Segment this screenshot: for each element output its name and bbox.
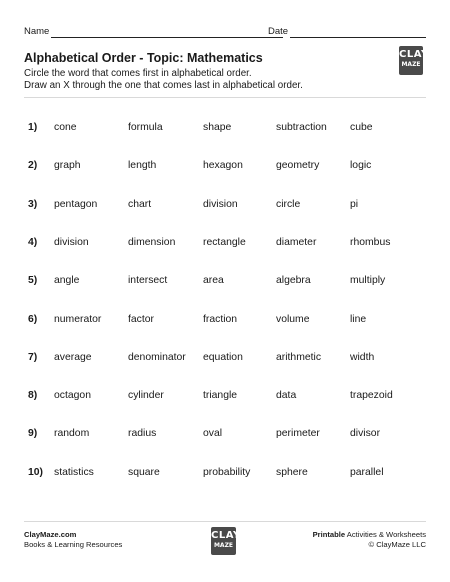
word-option: pentagon	[54, 198, 98, 210]
name-line	[51, 37, 283, 38]
footer-printable: Printable	[312, 530, 346, 539]
word-option: rectangle	[203, 236, 246, 248]
word-option: square	[128, 466, 160, 478]
question-number: 2)	[28, 160, 38, 172]
question-number: 10)	[28, 466, 44, 478]
word-option: geometry	[276, 160, 320, 172]
word-option: length	[128, 160, 157, 172]
date-label: Date	[268, 26, 289, 37]
word-option: probability	[203, 466, 251, 478]
worksheet-title: Alphabetical Order - Topic: Mathematics	[24, 51, 263, 65]
word-option: hexagon	[203, 160, 243, 172]
question-row	[0, 390, 450, 406]
footer-printable-line	[313, 530, 426, 540]
footer-tagline: Books & Learning Resources	[24, 540, 123, 549]
word-option: graph	[54, 160, 81, 172]
word-option: radius	[128, 428, 157, 440]
date-line	[290, 37, 426, 38]
question-row	[0, 352, 450, 368]
word-option: circle	[276, 198, 301, 210]
word-option: denominator	[128, 351, 186, 363]
footer-activities: Activities & Worksheets	[345, 530, 426, 539]
word-option: rhombus	[350, 236, 391, 248]
question-number: 7)	[28, 351, 38, 363]
word-option: formula	[128, 122, 163, 133]
question-number: 1)	[28, 122, 38, 133]
word-option: division	[54, 236, 89, 248]
footer-right	[313, 530, 426, 550]
question-row	[0, 237, 450, 253]
footer-logo-text-top: CLAY	[211, 530, 241, 541]
word-option: width	[350, 351, 375, 363]
word-option: data	[276, 390, 297, 402]
footer-site: ClayMaze.com	[24, 530, 77, 539]
word-option: division	[203, 198, 238, 210]
word-option: equation	[203, 351, 243, 363]
word-option: factor	[128, 313, 154, 325]
question-row	[0, 160, 450, 176]
logo-text-bottom: MAZE	[401, 61, 421, 68]
word-option: multiply	[350, 275, 386, 287]
word-option: sphere	[276, 466, 308, 478]
word-option: cone	[54, 122, 77, 133]
logo-text-top: CLAY	[399, 49, 429, 60]
instruction-first: Circle the word that comes first in alphabetical order.	[24, 68, 252, 79]
question-number: 3)	[28, 198, 38, 210]
question-row	[0, 199, 450, 215]
word-option: triangle	[203, 390, 238, 402]
question-row	[0, 275, 450, 291]
word-option: volume	[276, 313, 310, 325]
instruction-last: Draw an X through the one that comes last in alphabetical order.	[24, 80, 303, 91]
question-number: 8)	[28, 390, 38, 402]
footer-left	[24, 530, 122, 550]
word-option: cylinder	[128, 390, 164, 402]
word-option: logic	[350, 160, 372, 172]
word-option: diameter	[276, 236, 317, 248]
word-option: divisor	[350, 428, 381, 440]
word-option: random	[54, 428, 90, 440]
word-option: perimeter	[276, 428, 320, 440]
word-option: chart	[128, 198, 152, 210]
word-option: statistics	[54, 466, 94, 478]
word-option: cube	[350, 122, 373, 133]
word-option: numerator	[54, 313, 102, 325]
question-row	[0, 314, 450, 330]
word-option: subtraction	[276, 122, 327, 133]
word-option: dimension	[128, 236, 176, 248]
word-option: parallel	[350, 466, 384, 478]
word-option: octagon	[54, 390, 91, 402]
word-option: pi	[350, 198, 359, 210]
claymaze-footer-logo	[211, 527, 241, 555]
footer-copyright: © ClayMaze LLC	[368, 540, 426, 549]
word-option: oval	[203, 428, 223, 440]
question-number: 6)	[28, 313, 38, 325]
question-number: 4)	[28, 236, 38, 248]
word-option: intersect	[128, 275, 168, 287]
word-option: arithmetic	[276, 351, 322, 363]
claymaze-logo	[399, 46, 429, 75]
header-divider	[24, 97, 426, 98]
word-option: fraction	[203, 313, 238, 325]
name-label: Name	[24, 26, 50, 37]
word-option: trapezoid	[350, 390, 393, 402]
question-number: 5)	[28, 275, 38, 287]
word-option: area	[203, 275, 224, 287]
question-row	[0, 428, 450, 444]
word-option: shape	[203, 122, 232, 133]
word-option: average	[54, 351, 92, 363]
question-row	[0, 122, 450, 138]
question-row	[0, 467, 450, 483]
question-number: 9)	[28, 428, 38, 440]
word-option: algebra	[276, 275, 311, 287]
word-option: angle	[54, 275, 80, 287]
footer-divider	[24, 521, 426, 522]
name-date-row	[24, 26, 426, 40]
footer-logo-text-bottom: MAZE	[213, 542, 234, 549]
word-option: line	[350, 313, 367, 325]
